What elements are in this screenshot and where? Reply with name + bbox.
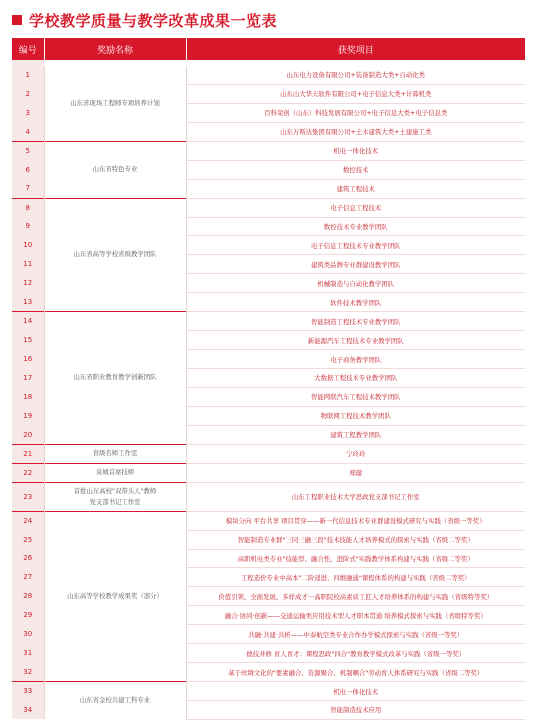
row-number: 9 bbox=[12, 217, 44, 236]
row-number: 6 bbox=[12, 160, 44, 179]
award-project: 智能制造技术应用 bbox=[186, 701, 525, 720]
row-number: 17 bbox=[12, 369, 44, 388]
row-number: 14 bbox=[12, 312, 44, 331]
row-number: 1 bbox=[12, 66, 44, 84]
page-title: 学校教学质量与教学改革成果一览表 bbox=[29, 11, 278, 30]
award-name: 山东省金校共建工科专业 bbox=[44, 682, 186, 720]
award-project: 智能制造专业群"三同三融三段"技术技能人才培养模式的探索与实践（省级二等奖） bbox=[186, 530, 525, 549]
row-number: 13 bbox=[12, 293, 44, 312]
row-number: 8 bbox=[12, 198, 44, 217]
award-project: 山东万斯达集团有限公司+土木建筑大类+土建施工类 bbox=[186, 122, 525, 141]
award-project: 物联网工程技术教学团队 bbox=[186, 406, 525, 425]
table-row bbox=[12, 463, 525, 482]
award-project: 机械制造与自动化教学团队 bbox=[186, 274, 525, 293]
row-number: 19 bbox=[12, 406, 44, 425]
row-number: 32 bbox=[12, 663, 44, 682]
award-project: 山东工程职业技术大学思政党支部书记工作室 bbox=[186, 482, 525, 511]
row-number: 15 bbox=[12, 331, 44, 350]
row-number: 30 bbox=[12, 625, 44, 644]
row-number: 16 bbox=[12, 350, 44, 369]
row-number: 31 bbox=[12, 644, 44, 663]
award-project: 基于丝绸文化的"要素融合、资源聚合、机制耦合"劳动育人体系研究与实践（省级二等奖） bbox=[186, 663, 525, 682]
award-name: 山东省特色专业 bbox=[44, 141, 186, 198]
table-row bbox=[12, 198, 525, 217]
row-number: 18 bbox=[12, 387, 44, 406]
title-marker-icon bbox=[12, 15, 22, 25]
award-project: 建筑工程技术 bbox=[186, 179, 525, 198]
row-number: 29 bbox=[12, 606, 44, 625]
row-number: 34 bbox=[12, 701, 44, 720]
row-number: 25 bbox=[12, 530, 44, 549]
header-project: 获奖项目 bbox=[186, 38, 525, 60]
row-number: 24 bbox=[12, 511, 44, 530]
row-number: 27 bbox=[12, 568, 44, 587]
award-project: 百科荣创（山东）科技发展有限公司+电子信息大类+电子信息类 bbox=[186, 103, 525, 122]
award-project: 共融·共建·共析——中泰航空类专业合作办学模式探索与实践（省级一等奖） bbox=[186, 625, 525, 644]
award-project: 价值引领、全面发展、多样成才一高职院校高素质工匠人才培养体系的构建与实践（省级特等奖） bbox=[186, 587, 525, 606]
table-row bbox=[12, 511, 525, 530]
table-header bbox=[12, 38, 525, 60]
award-name: 山东高等学校教学成果奖（部分） bbox=[44, 511, 186, 681]
row-number: 2 bbox=[12, 84, 44, 103]
row-number: 4 bbox=[12, 122, 44, 141]
table-row bbox=[12, 312, 525, 331]
award-name: 山东省职业教育教学创新团队 bbox=[44, 312, 186, 445]
award-name: 泉城首席技师 bbox=[44, 463, 186, 482]
award-project: 山东电力设备有限公司+装备制造大类+自动化类 bbox=[186, 66, 525, 84]
row-number: 23 bbox=[12, 482, 44, 511]
table-row bbox=[12, 444, 525, 463]
award-project: 电子商务教学团队 bbox=[186, 350, 525, 369]
table-row bbox=[12, 682, 525, 701]
row-number: 5 bbox=[12, 141, 44, 160]
award-project: 数控技术 bbox=[186, 160, 525, 179]
achievement-table bbox=[12, 38, 525, 720]
row-number: 21 bbox=[12, 444, 44, 463]
table-row bbox=[12, 482, 525, 511]
header-award: 奖励名称 bbox=[44, 38, 186, 60]
award-project: 德技并修 育人育才：课程思政"四合"教育教学模式改革与实践（省级一等奖） bbox=[186, 644, 525, 663]
row-number: 28 bbox=[12, 587, 44, 606]
award-project: 建筑类品牌专业群建设教学团队 bbox=[186, 255, 525, 274]
header-num: 编号 bbox=[12, 38, 44, 60]
award-project: 工程造价专业中高本"二阶递进、四维融通"课程体系的构建与实践（省级二等奖） bbox=[186, 568, 525, 587]
award-name: 山东省现场工程师专项培养计划 bbox=[44, 66, 186, 141]
row-number: 10 bbox=[12, 236, 44, 255]
award-project: 山东山大华天软件有限公司+电子信息大类+计算机类 bbox=[186, 84, 525, 103]
award-name: 首批山东高校"双带头人"教师党支部书记工作室 bbox=[44, 482, 186, 511]
award-project: 建筑工程教学团队 bbox=[186, 425, 525, 444]
award-project: 机电一体化技术 bbox=[186, 682, 525, 701]
award-project: 机电一体化技术 bbox=[186, 141, 525, 160]
row-number: 11 bbox=[12, 255, 44, 274]
award-project: 电子信息工程技术 bbox=[186, 198, 525, 217]
row-number: 33 bbox=[12, 682, 44, 701]
award-project: 智能网联汽车工程技术教学团队 bbox=[186, 387, 525, 406]
award-project: 电子信息工程技术专业教学团队 bbox=[186, 236, 525, 255]
award-project: 融合·协同·创新——交通运输类应用技术型人才职本贯通 培养模式探索与实践（省级特等奖） bbox=[186, 606, 525, 625]
award-project: 数控技术专业教学团队 bbox=[186, 217, 525, 236]
row-number: 7 bbox=[12, 179, 44, 198]
row-number: 22 bbox=[12, 463, 44, 482]
table-row bbox=[12, 141, 525, 160]
row-number: 3 bbox=[12, 103, 44, 122]
row-number: 12 bbox=[12, 274, 44, 293]
award-project: 大数据工程技术专业教学团队 bbox=[186, 369, 525, 388]
award-name: 山东省高等学校省级教学团队 bbox=[44, 198, 186, 312]
table-row bbox=[12, 66, 525, 84]
row-number: 26 bbox=[12, 549, 44, 568]
award-project: 新能源汽车工程技术专业教学团队 bbox=[186, 331, 525, 350]
title-bar bbox=[12, 10, 277, 30]
award-project: 软件技术教学团队 bbox=[186, 293, 525, 312]
award-project: 宁玲玲 bbox=[186, 444, 525, 463]
table-body bbox=[12, 60, 525, 719]
row-number: 20 bbox=[12, 425, 44, 444]
award-project: 高职机电类专业"技能型、融合性、进阶式"实践教学体系构建与实践（省级二等奖） bbox=[186, 549, 525, 568]
award-project: 郑健 bbox=[186, 463, 525, 482]
award-project: 智能制造工程技术专业教学团队 bbox=[186, 312, 525, 331]
award-name: 省级名师工作室 bbox=[44, 444, 186, 463]
award-project: 模块分向 平台共享 项目贯穿——新一代信息技术专业群建设模式研究与实践（省级一等奖） bbox=[186, 511, 525, 530]
